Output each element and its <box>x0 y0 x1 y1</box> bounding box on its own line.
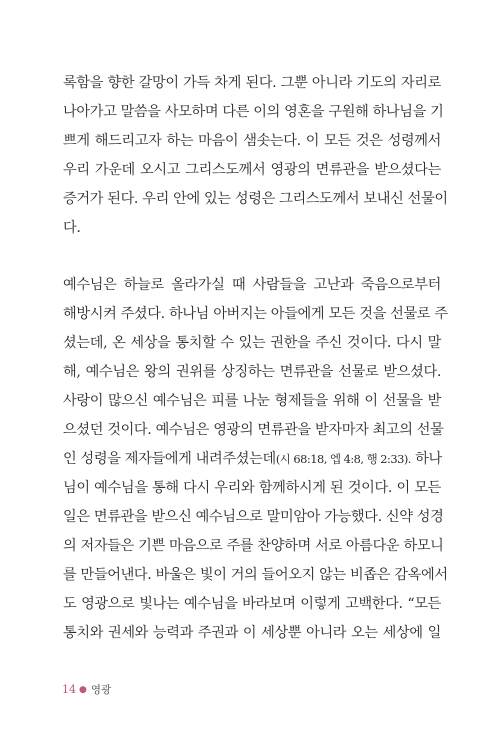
text-segment: 하나 <box>415 451 442 467</box>
text-line: 님이 예수님을 통해 다시 우리와 함께하시게 된 것이다. 이 모든 <box>63 480 441 496</box>
text-line: 으셨던 것이다. 예수님은 영광의 면류관을 받자마자 최고의 선물 <box>63 422 444 438</box>
text-line-indented: 예수님은 하늘로 올라가실 때 사람들을 고난과 죽음으로부터 <box>63 277 441 293</box>
book-title: 영광 <box>90 684 112 696</box>
text-line: 도 영광으로 빛나는 예수님을 바라보며 이렇게 고백한다. “모든 <box>63 596 441 612</box>
text-line: 일은 면류관을 받으신 예수님으로 말미암아 가능했다. 신약 성경 <box>63 509 444 525</box>
text-line: 의 저자들은 기쁜 마음으로 주를 찬양하며 서로 아름다운 하모니 <box>63 538 444 554</box>
text-line: 를 만들어낸다. 바울은 빛이 거의 들어오지 않는 비좁은 감옥에서 <box>63 567 448 583</box>
text-line: 해, 예수님은 왕의 권위를 상징하는 면류관을 선물로 받으셨다. <box>63 364 441 380</box>
text-line: 증거가 된다. 우리 안에 있는 성령은 그리스도께서 보내신 선물이 <box>63 191 448 207</box>
text-line: 다. <box>63 220 81 236</box>
text-line: 사랑이 많으신 예수님은 피를 나눈 형제들을 위해 이 선물을 받 <box>63 393 441 409</box>
page-number: 14 <box>62 683 76 696</box>
text-line: 우리 가운데 오시고 그리스도께서 영광의 면류관을 받으셨다는 <box>63 162 441 178</box>
text-line: 록함을 향한 갈망이 가득 차게 된다. 그뿐 아니라 기도의 자리로 <box>63 75 441 91</box>
text-segment: 인 성령을 제자들에게 내려주셨는데 <box>63 451 276 467</box>
text-line-with-reference <box>63 449 441 469</box>
separator-dot-icon: ● <box>79 685 87 695</box>
page-footer <box>62 683 111 697</box>
text-line: 셨는데, 온 세상을 통치할 수 있는 권한을 주신 것이다. 다시 말 <box>63 335 441 351</box>
text-line: 해방시켜 주셨다. 하나님 아버지는 아들에게 모든 것을 선물로 주 <box>63 306 448 322</box>
text-line: 쁘게 해드리고자 하는 마음이 샘솟는다. 이 모든 것은 성령께서 <box>63 133 441 149</box>
text-line: 나아가고 말씀을 사모하며 다른 이의 영혼을 구원해 하나님을 기 <box>63 104 444 120</box>
text-line: 통치와 권세와 능력과 주권과 이 세상뿐 아니라 오는 세상에 일 <box>63 625 441 641</box>
scripture-reference: (시 68:18, 엡 4:8, 행 2:33). <box>275 452 411 466</box>
